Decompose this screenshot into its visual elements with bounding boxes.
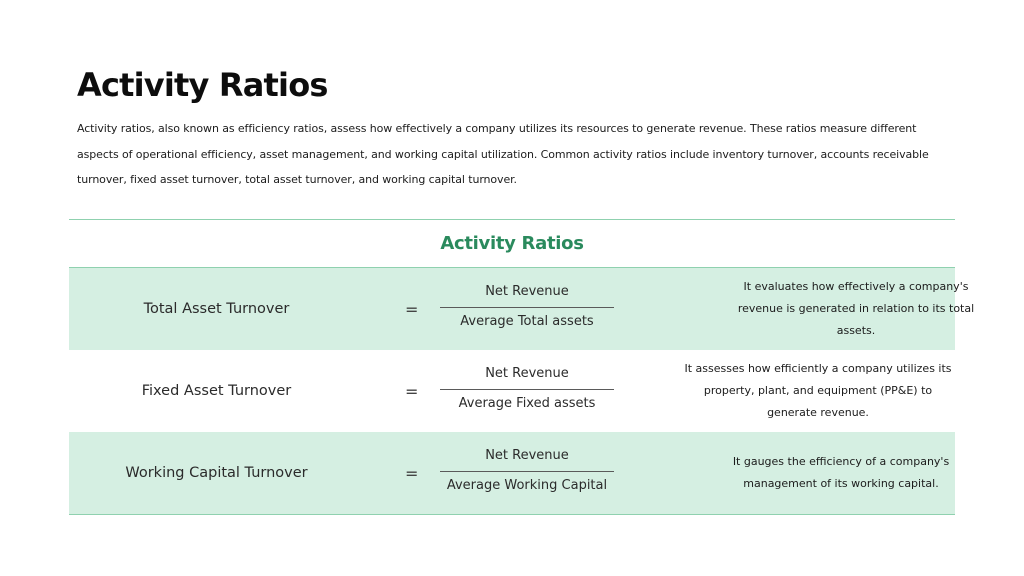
- ratio-description-cell: [670, 432, 1012, 514]
- intro-paragraph: Activity ratios, also known as efficiency ratios, assess how effectively a company utilizes its resources to generate revenue. These ratios measure different aspects of operational efficiency, asset management, and working capital utilization. Common activity ratios include inventory turnover, accounts receivable turnover, fixed asset turnover, total asset turnover, and working capital turnover.: [77, 122, 929, 186]
- fraction-bar: [440, 471, 614, 472]
- ratio-description: It gauges the efficiency of a company's management of its working capital.: [732, 455, 950, 490]
- equals-sign: =: [405, 381, 419, 401]
- table-header: [69, 220, 955, 268]
- ratio-name: Fixed Asset Turnover: [141, 383, 292, 399]
- ratios-table: [69, 219, 975, 515]
- formula-numerator: Net Revenue: [485, 366, 569, 381]
- table-row-total-asset-turnover: [69, 268, 975, 350]
- table-title: Activity Ratios: [440, 233, 584, 254]
- ratio-formula: [440, 350, 614, 432]
- ratio-formula: [440, 268, 614, 350]
- ratio-formula: [440, 432, 614, 514]
- ratio-description: It evaluates how effectively a company's revenue is generated in relation to its total assets.: [737, 280, 975, 337]
- table-row-fixed-asset-turnover: [69, 350, 955, 432]
- table-row-working-capital-turnover: [69, 432, 955, 514]
- formula-denominator: Average Total assets: [460, 314, 594, 329]
- ratio-description-cell: [670, 268, 1024, 350]
- ratio-description-cell: [670, 350, 966, 432]
- ratio-name: Total Asset Turnover: [143, 301, 290, 317]
- ratio-name: Working Capital Turnover: [125, 465, 308, 481]
- formula-denominator: Average Working Capital: [446, 478, 608, 493]
- fraction-bar: [440, 389, 614, 390]
- equals-sign: =: [405, 463, 419, 483]
- formula-numerator: Net Revenue: [485, 284, 569, 299]
- equals-sign: =: [405, 299, 419, 319]
- formula-denominator: Average Fixed assets: [458, 396, 596, 411]
- formula-numerator: Net Revenue: [485, 448, 569, 463]
- fraction-bar: [440, 307, 614, 308]
- ratio-description: It assesses how efficiently a company utilizes its property, plant, and equipment (PP&E) to generate revenue.: [684, 362, 952, 419]
- page-title: Activity Ratios: [77, 66, 328, 104]
